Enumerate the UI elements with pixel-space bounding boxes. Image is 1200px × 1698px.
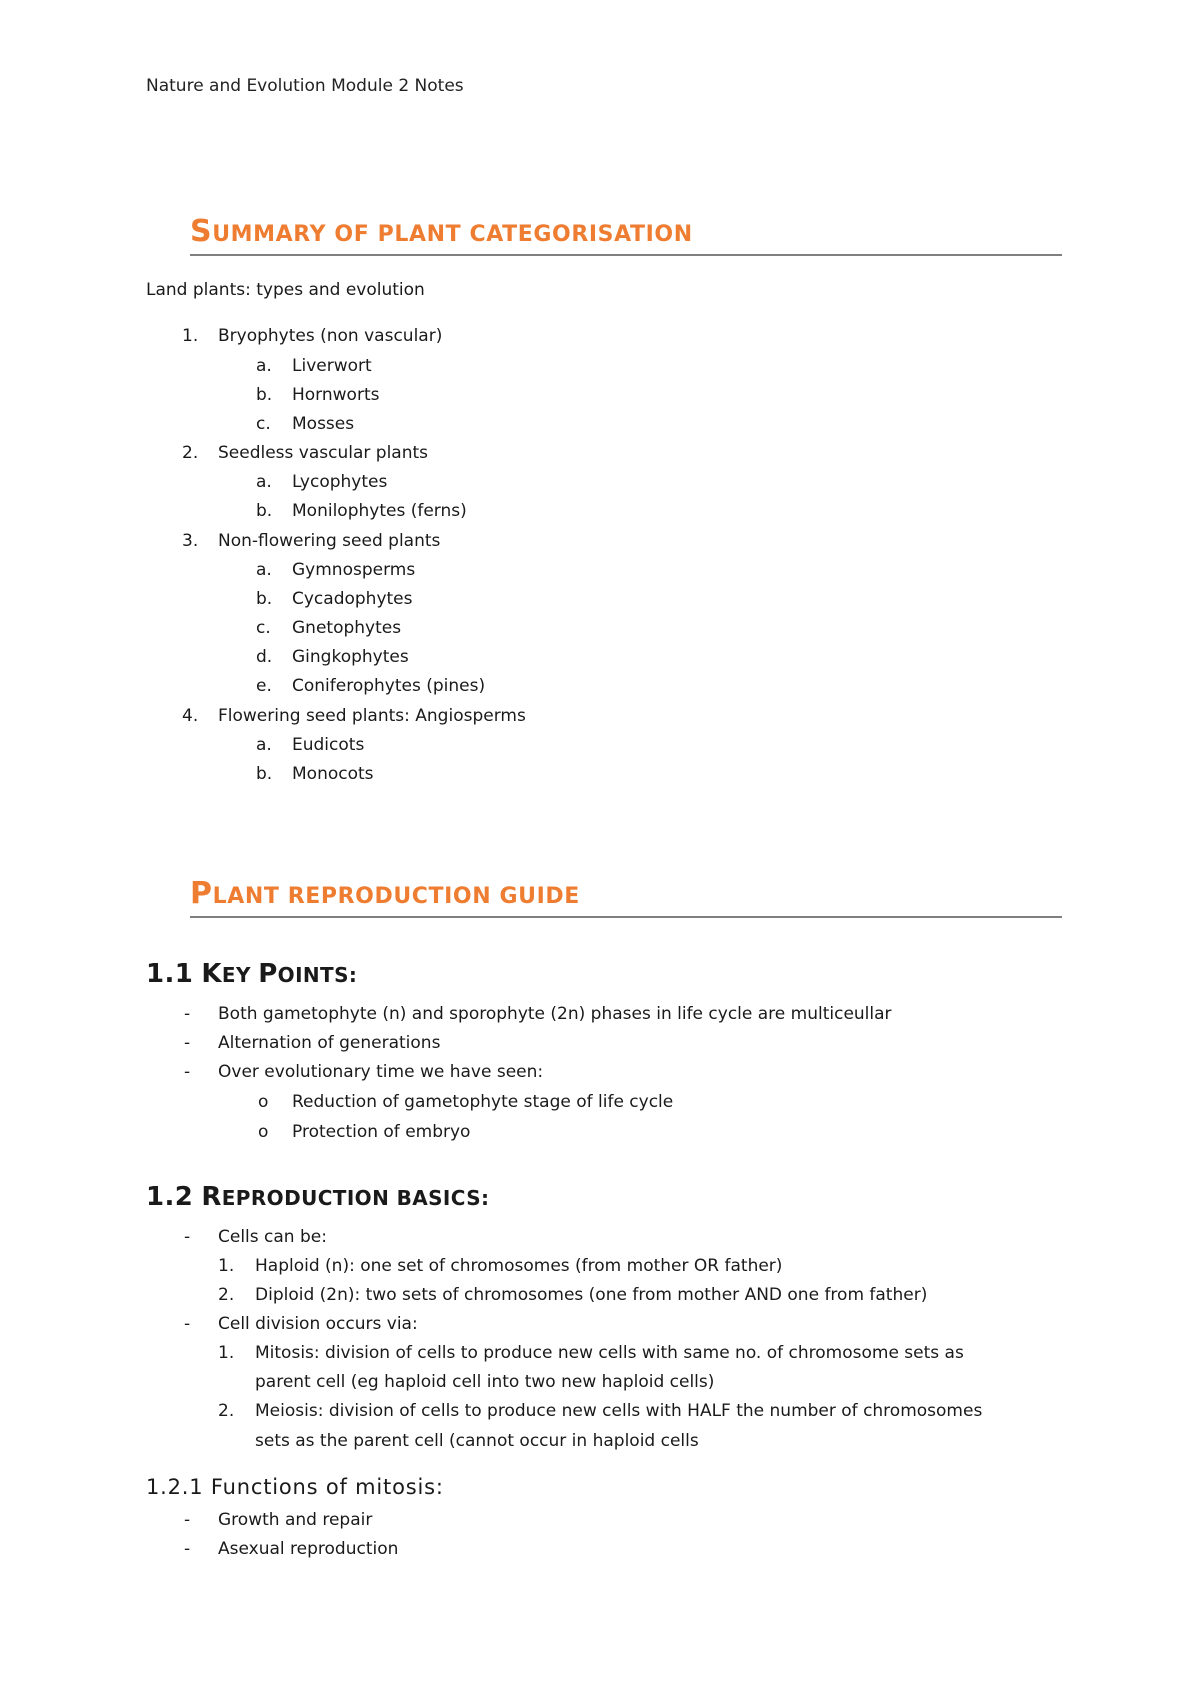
diploid-text: Diploid (2n): two sets of chromosomes (one from mother AND one from father) [255,1285,928,1305]
item-marker: c. [256,414,271,434]
item-marker: a. [256,560,272,580]
group-label: Non-flowering seed plants [218,531,441,551]
page-header: Nature and Evolution Module 2 Notes [146,76,464,96]
dash-marker: - [184,1510,191,1530]
item-label: Eudicots [292,735,365,755]
meiosis-text: Meiosis: division of cells to produce new cells with HALF the number of chromosomes [255,1401,983,1421]
group-marker: 1. [182,326,199,346]
summary-heading-rest: UMMARY OF PLANT CATEGORISATION [212,222,693,247]
sub-bullet-text: Reduction of gametophyte stage of life cycle [292,1092,674,1112]
item-marker: b. [256,764,273,784]
item-marker: d. [256,647,273,667]
heading-cap: P [258,959,278,989]
cells-label: Cells can be: [218,1227,327,1247]
item-label: Gingkophytes [292,647,409,667]
summary-intro: Land plants: types and evolution [146,280,425,300]
group-label: Flowering seed plants: Angiosperms [218,706,526,726]
guide-heading-cap: P [190,876,213,911]
item-label: Cycadophytes [292,589,413,609]
dash-marker: - [184,1227,191,1247]
item-label: Monocots [292,764,374,784]
guide-heading-rest: LANT REPRODUCTION GUIDE [212,884,580,909]
haploid-text: Haploid (n): one set of chromosomes (from mother OR father) [255,1256,783,1276]
section-number: 1.2 [146,1182,194,1212]
item-marker: a. [256,472,272,492]
division-label: Cell division occurs via: [218,1314,418,1334]
item-marker: b. [256,501,273,521]
item-label: Gnetophytes [292,618,402,638]
group-label: Seedless vascular plants [218,443,429,463]
sub-bullet-text: Protection of embryo [292,1122,471,1142]
dash-marker: - [184,1539,191,1559]
item-label: Gymnosperms [292,560,416,580]
key-points-heading [146,959,357,989]
dash-marker: - [184,1033,191,1053]
heading-cap: R [201,1182,222,1212]
number-marker: 1. [218,1343,235,1363]
heading-rest: EY [221,963,259,987]
function-item: Asexual reproduction [218,1539,399,1559]
meiosis-text-cont: sets as the parent cell (cannot occur in haploid cells [255,1431,699,1451]
summary-heading [190,214,1062,256]
number-marker: 2. [218,1285,235,1305]
heading-cap: K [201,959,222,989]
mitosis-functions-heading: 1.2.1 Functions of mitosis: [146,1475,444,1499]
section-number: 1.1 [146,959,194,989]
dash-marker: - [184,1314,191,1334]
group-marker: 2. [182,443,199,463]
mitosis-text-cont: parent cell (eg haploid cell into two new haploid cells) [255,1372,715,1392]
item-marker: c. [256,618,271,638]
item-label: Coniferophytes (pines) [292,676,486,696]
item-label: Hornworts [292,385,380,405]
guide-heading [190,876,1062,918]
circle-marker: o [258,1092,269,1112]
item-marker: a. [256,735,272,755]
dash-marker: - [184,1062,191,1082]
item-marker: e. [256,676,272,696]
dash-marker: - [184,1004,191,1024]
item-label: Monilophytes (ferns) [292,501,467,521]
summary-heading-cap: S [190,214,213,249]
bullet-text: Both gametophyte (n) and sporophyte (2n) phases in life cycle are multiceullar [218,1004,892,1024]
bullet-text: Over evolutionary time we have seen: [218,1062,544,1082]
mitosis-text: Mitosis: division of cells to produce new cells with same no. of chromosome sets as [255,1343,964,1363]
heading-rest: EPRODUCTION BASICS: [221,1186,490,1210]
circle-marker: o [258,1122,269,1142]
group-marker: 3. [182,531,199,551]
group-marker: 4. [182,706,199,726]
number-marker: 2. [218,1401,235,1421]
item-label: Lycophytes [292,472,388,492]
group-label: Bryophytes (non vascular) [218,326,443,346]
item-marker: a. [256,356,272,376]
basics-heading [146,1182,489,1212]
function-item: Growth and repair [218,1510,373,1530]
item-label: Mosses [292,414,355,434]
item-marker: b. [256,589,273,609]
heading-rest: OINTS: [277,963,358,987]
number-marker: 1. [218,1256,235,1276]
bullet-text: Alternation of generations [218,1033,441,1053]
item-label: Liverwort [292,356,372,376]
item-marker: b. [256,385,273,405]
